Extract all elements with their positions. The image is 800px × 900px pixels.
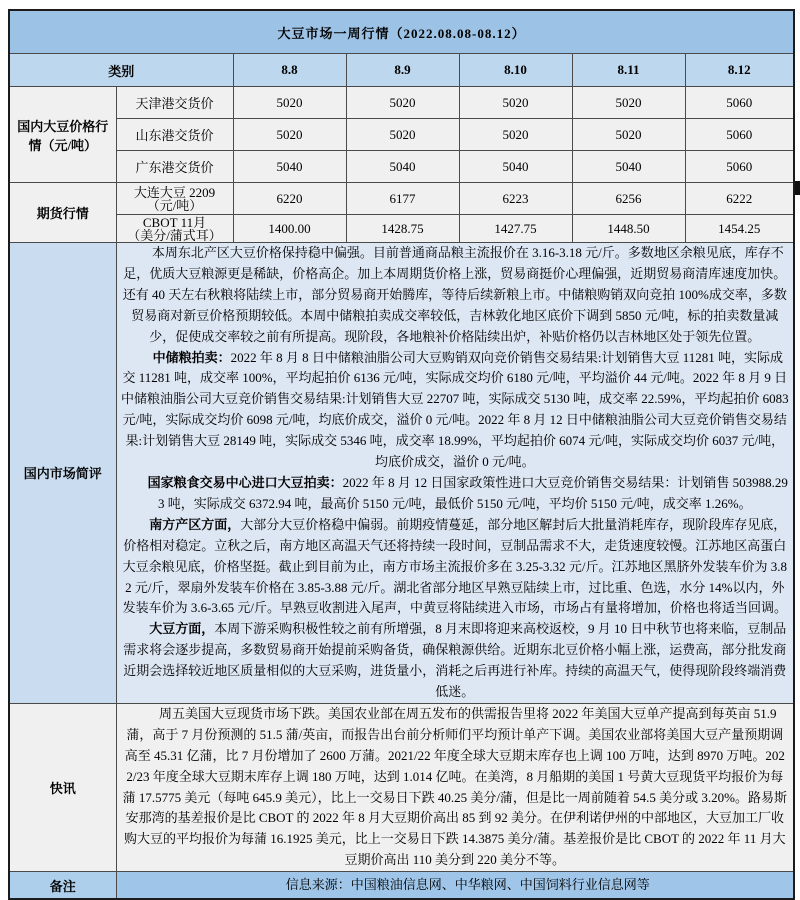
price-cell: 5020 — [459, 87, 572, 119]
section-label-futures: 期货行情 — [9, 183, 116, 243]
scrollbar-fragment[interactable] — [795, 181, 800, 195]
section-label-domestic-prices: 国内大豆价格行情（元/吨） — [9, 87, 116, 183]
price-cell: 1454.25 — [685, 215, 794, 243]
price-cell: 5040 — [572, 151, 685, 183]
price-cell: 5020 — [346, 119, 459, 151]
price-cell: 1448.50 — [572, 215, 685, 243]
commentary-paragraph: 国家粮食交易中心进口大豆拍卖：2022 年 8 月 12 日国家政策性进口大豆竞价销售交易结果：计划销售 503988.293 吨，实际成交 6372.94 吨，最高价 5150 元/吨，最低价 5150 元/吨，平均价 5150 元/吨，成交率 1.26%。 — [147, 474, 788, 511]
row-label: 山东港交货价 — [116, 119, 233, 151]
price-cell: 5060 — [685, 87, 794, 119]
commentary-text — [116, 243, 794, 704]
date-header: 8.12 — [685, 54, 794, 87]
commentary-paragraph: 南方产区方面，大部分大豆价格稳中偏弱。前期疫情蔓延，部分地区解封后大批量消耗库存，现阶段库存见底，价格相对稳定。立秋之后，南方地区高温天气还将持续一段时间，豆制品需求不大，走货速度较慢。江苏地区高蛋白大豆余粮见底，价格坚挺。截止到目前为止，南方市场主流报价多在 3.25-3.32 元/斤。江苏地区黑脐外发装车价为 3.82 元/斤，翠扇外发装车价格在 3.85-3.88 元/斤。湖北省部分地区早熟豆陆续上市，过比重、色选，水分 14%以内，外发装车价为 3.6-3.65 元/斤。早熟豆收割进入尾声，中黄豆将陆续进入市场，市场占有量将增加，价格也将适当回调。 — [122, 516, 788, 616]
remark-text — [116, 872, 794, 900]
section-label-commentary: 国内市场简评 — [9, 243, 116, 704]
commentary-paragraph: 中储粮拍卖：2022 年 8 月 8 日中储粮油脂公司大豆购销双向竞价销售交易结果:计划销售大豆 11281 吨，实际成交 11281 吨，成交率 100%，平均起拍价 6136 元/吨，实际成交均价 6180 元/吨，平均溢价 44 元/吨。2022 年 8 月 9 日中储粮油脂公司大豆竞价销售交易结果:计划销售大豆 22707 吨，实际成交 5130 吨，成交率 22.59%，平均起拍价 6083 元/吨，实际成交均价 6098 元/吨，均底价成交，溢价 0 元/吨。2022 年 8 月 12 日中储粮油脂公司大豆竞价销售交易结果:计划销售大豆 28149 吨，实际成交 5346 吨，成交率 18.99%，平均起拍价 6074 元/吨，实际成交均价 6037 元/吨，均底价成交，溢价 0 元/吨。 — [120, 349, 789, 470]
price-cell: 5060 — [685, 151, 794, 183]
row-label-line: （元/吨） — [146, 197, 203, 213]
price-cell: 5040 — [346, 151, 459, 183]
row-label — [116, 183, 233, 215]
commentary-paragraph: 大豆方面，本周下游采购积极性较之前有所增强，8 月末即将迎来高校返校，9 月 10 日中秋节也将来临，豆制品需求将会逐步提高，多数贸易商开始提前采购备货，确保粮源供给。近期东北豆价格小幅上涨，运费高，部分批发商近期会选择较近地区质量相似的大豆采购，进货量小，消耗之后再进行补库。持续的高温天气，使得现阶段终端消费低迷。 — [123, 621, 787, 700]
report-table — [8, 9, 795, 900]
date-header: 8.9 — [346, 54, 459, 87]
table-row — [9, 183, 794, 215]
row-label: 广东港交货价 — [116, 151, 233, 183]
category-header: 类别 — [9, 54, 233, 87]
row-label-line: CBOT 11月 — [142, 214, 207, 230]
price-cell: 5040 — [459, 151, 572, 183]
date-header: 8.8 — [233, 54, 346, 87]
news-paragraph: 周五美国大豆现货市场下跌。美国农业部在周五发布的供需报告里将 2022 年美国大豆单产提高到每英亩 51.9 蒲，高于 7 月份预测的 51.5 蒲/英亩，而报告出台前分析师们平均预计单产下调。美国农业部将美国大豆产量预期调高至 45.31 亿蒲，比 7 月份增加了 2600 万蒲。2021/22 年度全球大豆期末库存也上调 100 万吨，达到 8970 万吨。2022/23 年度全球大豆期末库存上调 180 万吨，达到 1.014 亿吨。在美湾，8 月船期的美国 1 号黄大豆现货平均报价为每蒲 17.5775 美元（每吨 645.9 美元），比上一交易日下跌 40.25 美分/蒲，但是比一周前随着 54.5 美分或 3.20%。路易斯安那湾的基差报价是比 CBOT 的 2022 年 8 月大豆期价高出 85 到 92 美分。在伊利诺伊州的中部地区，大豆加工厂收购大豆的平均报价为每蒲 16.1925 美元，比上一交易日下跌 14.3875 美分/蒲。基差报价是比 CBOT 的 2022 年 11 月大豆期价高出 110 美分到 220 美分不等。 — [122, 705, 788, 868]
news-text — [116, 703, 794, 871]
price-cell: 5020 — [233, 119, 346, 151]
price-cell: 1400.00 — [233, 215, 346, 243]
table-row — [9, 151, 794, 183]
news-row — [9, 703, 794, 871]
title-row — [9, 10, 794, 54]
header-row — [9, 54, 794, 87]
date-header: 8.11 — [572, 54, 685, 87]
table-row — [9, 119, 794, 151]
price-cell: 5040 — [233, 151, 346, 183]
row-label-line: 大连大豆 2209 — [133, 184, 216, 200]
price-cell: 5060 — [685, 119, 794, 151]
price-cell: 5020 — [572, 87, 685, 119]
price-cell: 6222 — [685, 183, 794, 215]
page-title: 大豆市场一周行情（2022.08.08-08.12） — [9, 10, 794, 54]
price-cell: 5020 — [572, 119, 685, 151]
table-row — [9, 215, 794, 243]
price-cell: 6223 — [459, 183, 572, 215]
table-row — [9, 87, 794, 119]
row-label-line: （美分/蒲式耳） — [127, 227, 222, 243]
price-cell: 5020 — [346, 87, 459, 119]
section-label-news: 快讯 — [9, 703, 116, 871]
row-label: 天津港交货价 — [116, 87, 233, 119]
price-cell: 5020 — [459, 119, 572, 151]
row-label — [116, 215, 233, 243]
section-label-remark: 备注 — [9, 872, 116, 900]
price-cell: 5020 — [233, 87, 346, 119]
price-cell: 1427.75 — [459, 215, 572, 243]
price-cell: 6177 — [346, 183, 459, 215]
price-cell: 6256 — [572, 183, 685, 215]
commentary-row — [9, 243, 794, 704]
price-cell: 6220 — [233, 183, 346, 215]
remark-paragraph: 信息来源：中国粮油信息网、中华粮网、中国饲料行业信息网等 — [285, 876, 650, 892]
commentary-paragraph: 本周东北产区大豆价格保持稳中偏强。目前普通商品粮主流报价在 3.16-3.18 元/斤。多数地区余粮见底，库存不足，优质大豆粮源更是稀缺，价格高企。加上本周期货价格上涨，贸易商挺价心理偏强，近期贸易商清库速度加快。还有 40 天左右秋粮将陆续上市，部分贸易商开始腾库，等待后续新粮上市。中储粮购销双向竞拍 100%成交率，多数贸易商对新豆价格预期较低。本周中储粮拍卖成交率较低，吉林敦化地区底价下调到 5850 元/吨，标的拍卖数量减少，促使成交率较之前有所提高。现阶段，各地粮补价格陆续出炉，补贴价格仍以吉林地区处于领先位置。 — [122, 245, 787, 344]
report-table-sheet — [8, 9, 795, 900]
remark-row — [9, 872, 794, 900]
price-cell: 1428.75 — [346, 215, 459, 243]
date-header: 8.10 — [459, 54, 572, 87]
